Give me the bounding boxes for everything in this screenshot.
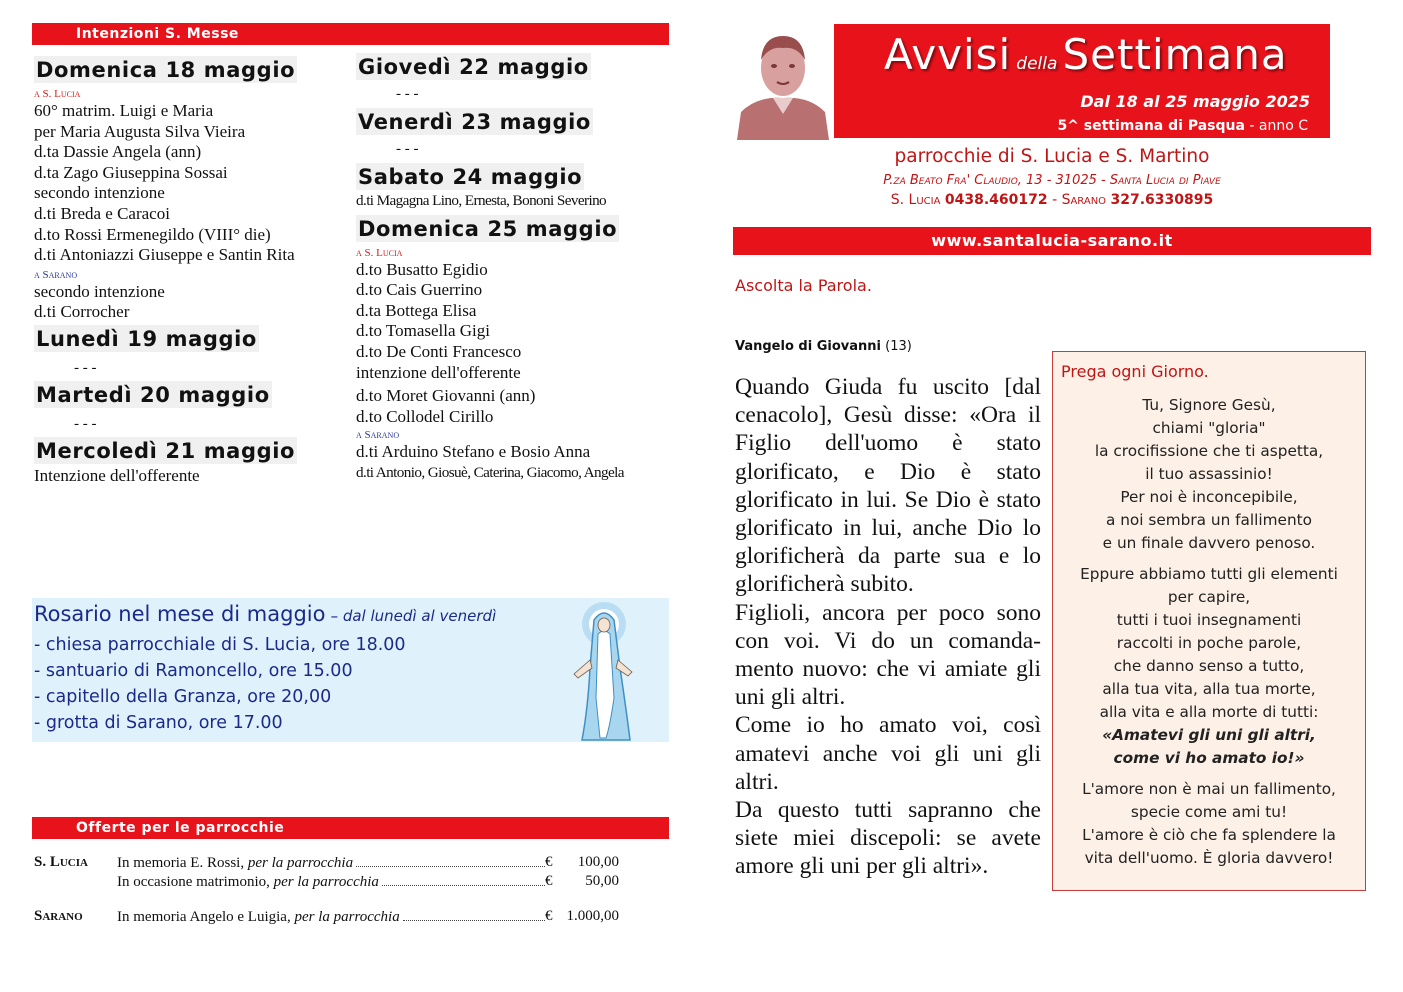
no-intentions: - - - (74, 415, 97, 432)
offering-amount: 1.000,00 (566, 908, 619, 924)
intention-line: per Maria Augusta Silva Vieira (34, 121, 246, 141)
intentions-left-column (34, 56, 344, 487)
intention-line: d.to Cais Guerrino (356, 280, 483, 300)
location-label: a Sarano (34, 268, 78, 281)
intentions-header: Intenzioni S. Messe (76, 26, 239, 42)
dot-leader (382, 872, 545, 886)
offering-place: S. Lucia (34, 854, 88, 870)
prayer-line: chiami "gloria" (1152, 419, 1266, 437)
day-heading: Giovedì 22 maggio (358, 55, 589, 79)
prayer-line: Eppure abbiamo tutti gli elementi (1080, 565, 1338, 583)
prayer-line: per capire, (1167, 588, 1251, 606)
madonna-illustration (560, 598, 644, 742)
masthead-year: - anno C (1244, 118, 1308, 134)
offering-purpose: per la parrocchia (273, 874, 379, 890)
rosary-item: - santuario di Ramoncello, ore 15.00 (34, 661, 353, 681)
prayer-line: la crocifissione che ti aspetta, (1094, 442, 1324, 460)
prayer-paragraph (1053, 563, 1365, 724)
intention-line: d.ti Magagna Lino, Ernesta, Bononi Severino (356, 192, 607, 209)
intention-line: 60° matrim. Luigi e Maria (34, 101, 214, 120)
gospel-paragraph: Come io ho amato voi, così amatevi anche voi gli uni gli altri. (735, 712, 1041, 795)
website-link[interactable]: www.santalucia-sarano.it (931, 231, 1173, 250)
intention-line: d.to Moret Giovanni (ann) (356, 386, 536, 406)
offering-amount: 50,00 (585, 873, 619, 889)
offering-purpose: per la parrocchia (247, 855, 354, 871)
prayer-line: alla vita e alla morte di tutti: (1099, 703, 1319, 721)
rosary-title: Rosario nel mese di maggio (34, 602, 326, 626)
prayer-line: specie come ami tu! (1130, 803, 1288, 821)
intention-list (356, 463, 661, 484)
phone-label-sarano: - Sarano (1047, 192, 1111, 208)
offering-description (117, 907, 548, 927)
gospel-reference-name: Vangelo di Giovanni (735, 339, 881, 354)
intention-line: d.ti Antonio, Giosuè, Caterina, Giacomo, Angela (356, 463, 624, 481)
offering-desc: In memoria Angelo e Luigia, (117, 909, 295, 925)
offerings-header: Offerte per le parrocchie (76, 820, 285, 836)
location-label: a S. Lucia (356, 246, 403, 259)
no-intentions: - - - (74, 359, 97, 376)
offering-desc: In memoria E. Rossi, (117, 855, 248, 871)
offering-currency: € (545, 873, 553, 889)
offering-currency: € (545, 854, 553, 870)
prayer-line: tutti i tuoi insegnamenti (1116, 611, 1302, 629)
offering-row (34, 853, 634, 872)
day-heading: Domenica 25 maggio (358, 216, 618, 241)
intention-line: d.ta Bottega Elisa (356, 300, 477, 320)
rosary-item: - capitello della Granza, ore 20,00 (34, 687, 332, 707)
location-label: a S. Lucia (34, 88, 81, 100)
website-bar (733, 227, 1371, 255)
offering-amount: 100,00 (577, 854, 619, 870)
intentions-header-bar (32, 23, 669, 45)
prayer-line: vita dell'uomo. È gloria davvero! (1084, 849, 1334, 867)
prayer-title: Prega ogni Giorno. (1061, 362, 1209, 381)
intention-line: d.to Rossi Ermenegildo (VIII° die) (34, 224, 271, 244)
masthead-box (834, 24, 1330, 138)
intention-line: intenzione dell'offerente (356, 362, 521, 382)
intention-line: d.to Tomasella Gigi (356, 321, 491, 341)
intention-line: secondo intenzione (34, 183, 165, 203)
intention-line: d.ti Breda e Caracoi (34, 203, 170, 223)
prayer-line: che danno senso a tutto, (1113, 657, 1305, 675)
gospel-reference-chapter: (13) (885, 339, 912, 354)
rosary-subtitle: – dal lunedì al venerdì (330, 607, 497, 625)
phones-line (834, 192, 1270, 208)
parishes-line: parrocchie di S. Lucia e S. Martino (894, 146, 1210, 167)
masthead-week: 5^ settimana di Pasqua (1057, 118, 1245, 134)
intention-line: d.ti Corrocher (34, 302, 130, 322)
intention-list (356, 442, 661, 463)
offerings-header-bar (32, 817, 669, 839)
prayer-line: il tuo assassinio! (1145, 465, 1273, 483)
prayer-line: L'amore è ciò che fa splendere la (1082, 826, 1336, 844)
day-heading: Domenica 18 maggio (36, 58, 296, 82)
phone-lucia: 0438.460172 (944, 192, 1048, 208)
prayer-box (1052, 351, 1366, 891)
rosary-list (34, 632, 406, 736)
prayer-paragraph (1053, 778, 1365, 870)
masthead-title-settimana: Settimana (1062, 30, 1288, 79)
rosary-box (32, 598, 669, 742)
prayer-line: Tu, Signore Gesù, (1142, 396, 1276, 414)
prayer-line: a noi sembra un fallimento (1105, 511, 1313, 529)
offering-description (117, 853, 548, 873)
rosary-item: - grotta di Sarano, ore 17.00 (34, 713, 283, 733)
offering-desc: In occasione matrimonio, (117, 874, 274, 890)
day-heading: Mercoledì 21 maggio (36, 438, 296, 463)
intention-line: d.ta Zago Giuseppina Sossai (34, 162, 228, 182)
intention-line: d.ti Antoniazzi Giuseppe e Santin Rita (34, 245, 295, 265)
gospel-reference (735, 339, 912, 354)
intention-line: d.ta Dassie Angela (ann) (34, 142, 202, 162)
offering-purpose: per la parrocchia (294, 909, 400, 925)
masthead-title-della: della (1016, 54, 1058, 74)
prayer-paragraph (1053, 394, 1365, 555)
gospel-paragraph: Quando Giuda fu uscito [dal cenacolo], Gesù disse: «Ora il Figlio dell'uomo è stato glorificato, e Dio è stato glorificato in lui. Se Dio è stato glorificato in lui, anche Dio lo glorificherà da parte sua e lo glorificherà subito. (735, 374, 1041, 598)
intention-list (356, 260, 661, 384)
intentions-right-column (356, 53, 661, 484)
intention-list (356, 386, 661, 427)
prayer-line: Per noi è inconcepibile, (1120, 488, 1298, 506)
day-heading: Martedì 20 maggio (36, 382, 270, 407)
prayer-line: e un finale davvero penoso. (1102, 534, 1316, 552)
day-heading: Venerdì 23 maggio (358, 110, 591, 134)
rosary-item: - chiesa parrocchiale di S. Lucia, ore 18.00 (34, 635, 406, 655)
gospel-paragraph: Figlioli, ancora per poco sono con voi. Vi do un comanda-mento nuovo: che vi amiate gli uni gli altri. (735, 599, 1041, 711)
intention-line: d.to Busatto Egidio (356, 259, 488, 279)
prayer-text (1053, 394, 1365, 878)
offering-place: Sarano (34, 908, 83, 924)
prayer-quote-line: come vi ho amato io!» (1113, 749, 1305, 767)
no-intentions: - - - (396, 141, 419, 157)
masthead-title-avvisi: Avvisi (884, 30, 1012, 79)
masthead-dates: Dal 18 al 25 maggio 2025 (1080, 92, 1310, 111)
offering-row (34, 907, 634, 926)
offering-description (117, 872, 548, 892)
day-heading: Sabato 24 maggio (358, 165, 583, 189)
dot-leader (403, 907, 545, 921)
gospel-text (735, 373, 1041, 881)
prayer-line: raccolti in poche parole, (1116, 634, 1302, 652)
parola-heading: Ascolta la Parola. (735, 276, 872, 295)
gospel-paragraph: Da questo tutti sapranno che siete miei discepoli: se avete amore gli uni per gli altri». (735, 797, 1041, 880)
offering-currency: € (545, 908, 553, 924)
day-heading: Lunedì 19 maggio (36, 326, 257, 351)
prayer-quote-line: «Amatevi gli uni gli altri, (1102, 726, 1316, 744)
prayer-line: alla tua vita, alla tua morte, (1102, 680, 1316, 698)
intention-line: d.to Collodel Cirillo (356, 406, 494, 426)
phone-sarano: 327.6330895 (1110, 192, 1214, 208)
dot-leader (356, 853, 545, 867)
intention-line: d.to De Conti Francesco (356, 341, 522, 361)
prayer-quote (1053, 724, 1365, 770)
offering-row (34, 872, 634, 891)
intention-line: secondo intenzione (34, 281, 165, 301)
no-intentions: - - - (396, 86, 419, 102)
phone-label-lucia: S. Lucia (890, 192, 945, 208)
intention-list (34, 101, 344, 266)
portrait-illustration (737, 24, 829, 140)
location-label: a Sarano (356, 429, 400, 442)
intention-line: Intenzione dell'offerente (34, 465, 200, 485)
intention-list (34, 282, 344, 323)
intention-line: d.ti Arduino Stefano e Bosio Anna (356, 442, 591, 462)
address-line: P.za Beato Fra' Claudio, 13 - 31025 - Santa Lucia di Piave (883, 173, 1221, 188)
prayer-line: L'amore non è mai un fallimento, (1082, 780, 1336, 798)
